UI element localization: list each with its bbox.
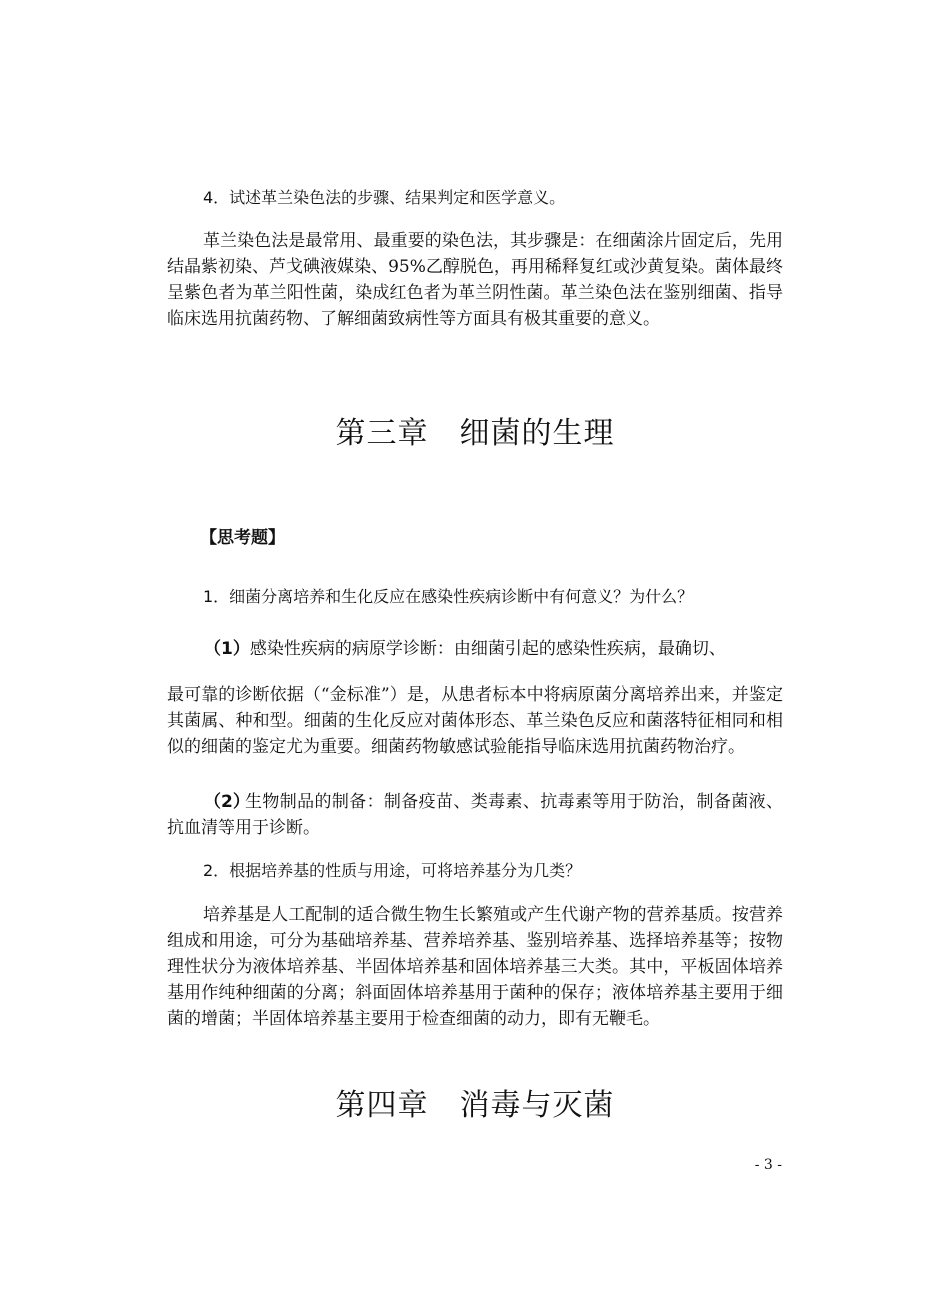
point-1-rest: 最可靠的诊断依据（“金标准”）是，从患者标本中将病原菌分离培养出来，并鉴定其菌属、种和型。细菌的生化反应对菌体形态、革兰染色反应和菌落特征相同和相似的细菌的鉴定尤为重要。细菌药物敏感试验能指导临床选用抗菌药物治疗。 <box>167 685 783 757</box>
section-heading: 【思考题】 <box>200 528 285 548</box>
chapter-3-title: 第三章 细菌的生理 <box>335 416 615 451</box>
question-4-title: 4．试述革兰染色法的步骤、结果判定和医学意义。 <box>203 188 566 207</box>
chapter-4-title: 第四章 消毒与灭菌 <box>335 1088 615 1123</box>
point-1-first-line-text: 感染性疾病的病原学诊断：由细菌引起的感染性疾病，最确切、 <box>249 639 726 659</box>
question-4-answer: 革兰染色法是最常用、最重要的染色法，其步骤是：在细菌涂片固定后，先用结晶紫初染、芦戈碘液媒染、95%乙醇脱色，再用稀释复红或沙黄复染。菌体最终呈紫色者为革兰阳性菌，染成红色者为革兰阴性菌。革兰染色法在鉴别细菌、指导临床选用抗菌药物、了解细菌致病性等方面具有极其重要的意义。 <box>167 231 783 329</box>
chapter-3-question-2-title: 2．根据培养基的性质与用途，可将培养基分为几类？ <box>203 861 582 880</box>
chapter-3-question-2-answer: 培养基是人工配制的适合微生物生长繁殖或产生代谢产物的营养基质。按营养组成和用途，可分为基础培养基、营养培养基、鉴别培养基、选择培养基等；按物理性状分为液体培养基、半固体培养基和固体培养基三大类。其中，平板固体培养基用作纯种细菌的分离；斜面固体培养基用于菌种的保存；液体培养基主要用于细菌的增菌；半固体培养基主要用于检查细菌的动力，即有无鞭毛。 <box>167 905 783 1029</box>
point-2-marker: （2） <box>204 792 250 812</box>
chapter-3-question-1-title: 1．细菌分离培养和生化反应在感染性疾病诊断中有何意义？为什么？ <box>203 587 694 606</box>
point-1-marker: （1） <box>204 639 250 659</box>
point-2-text: 生物制品的制备：制备疫苗、类毒素、抗毒素等用于防治，制备菌液、抗血清等用于诊断。 <box>167 792 783 838</box>
page-number: - 3 - <box>754 1157 782 1173</box>
point-1-first-line <box>204 636 726 662</box>
